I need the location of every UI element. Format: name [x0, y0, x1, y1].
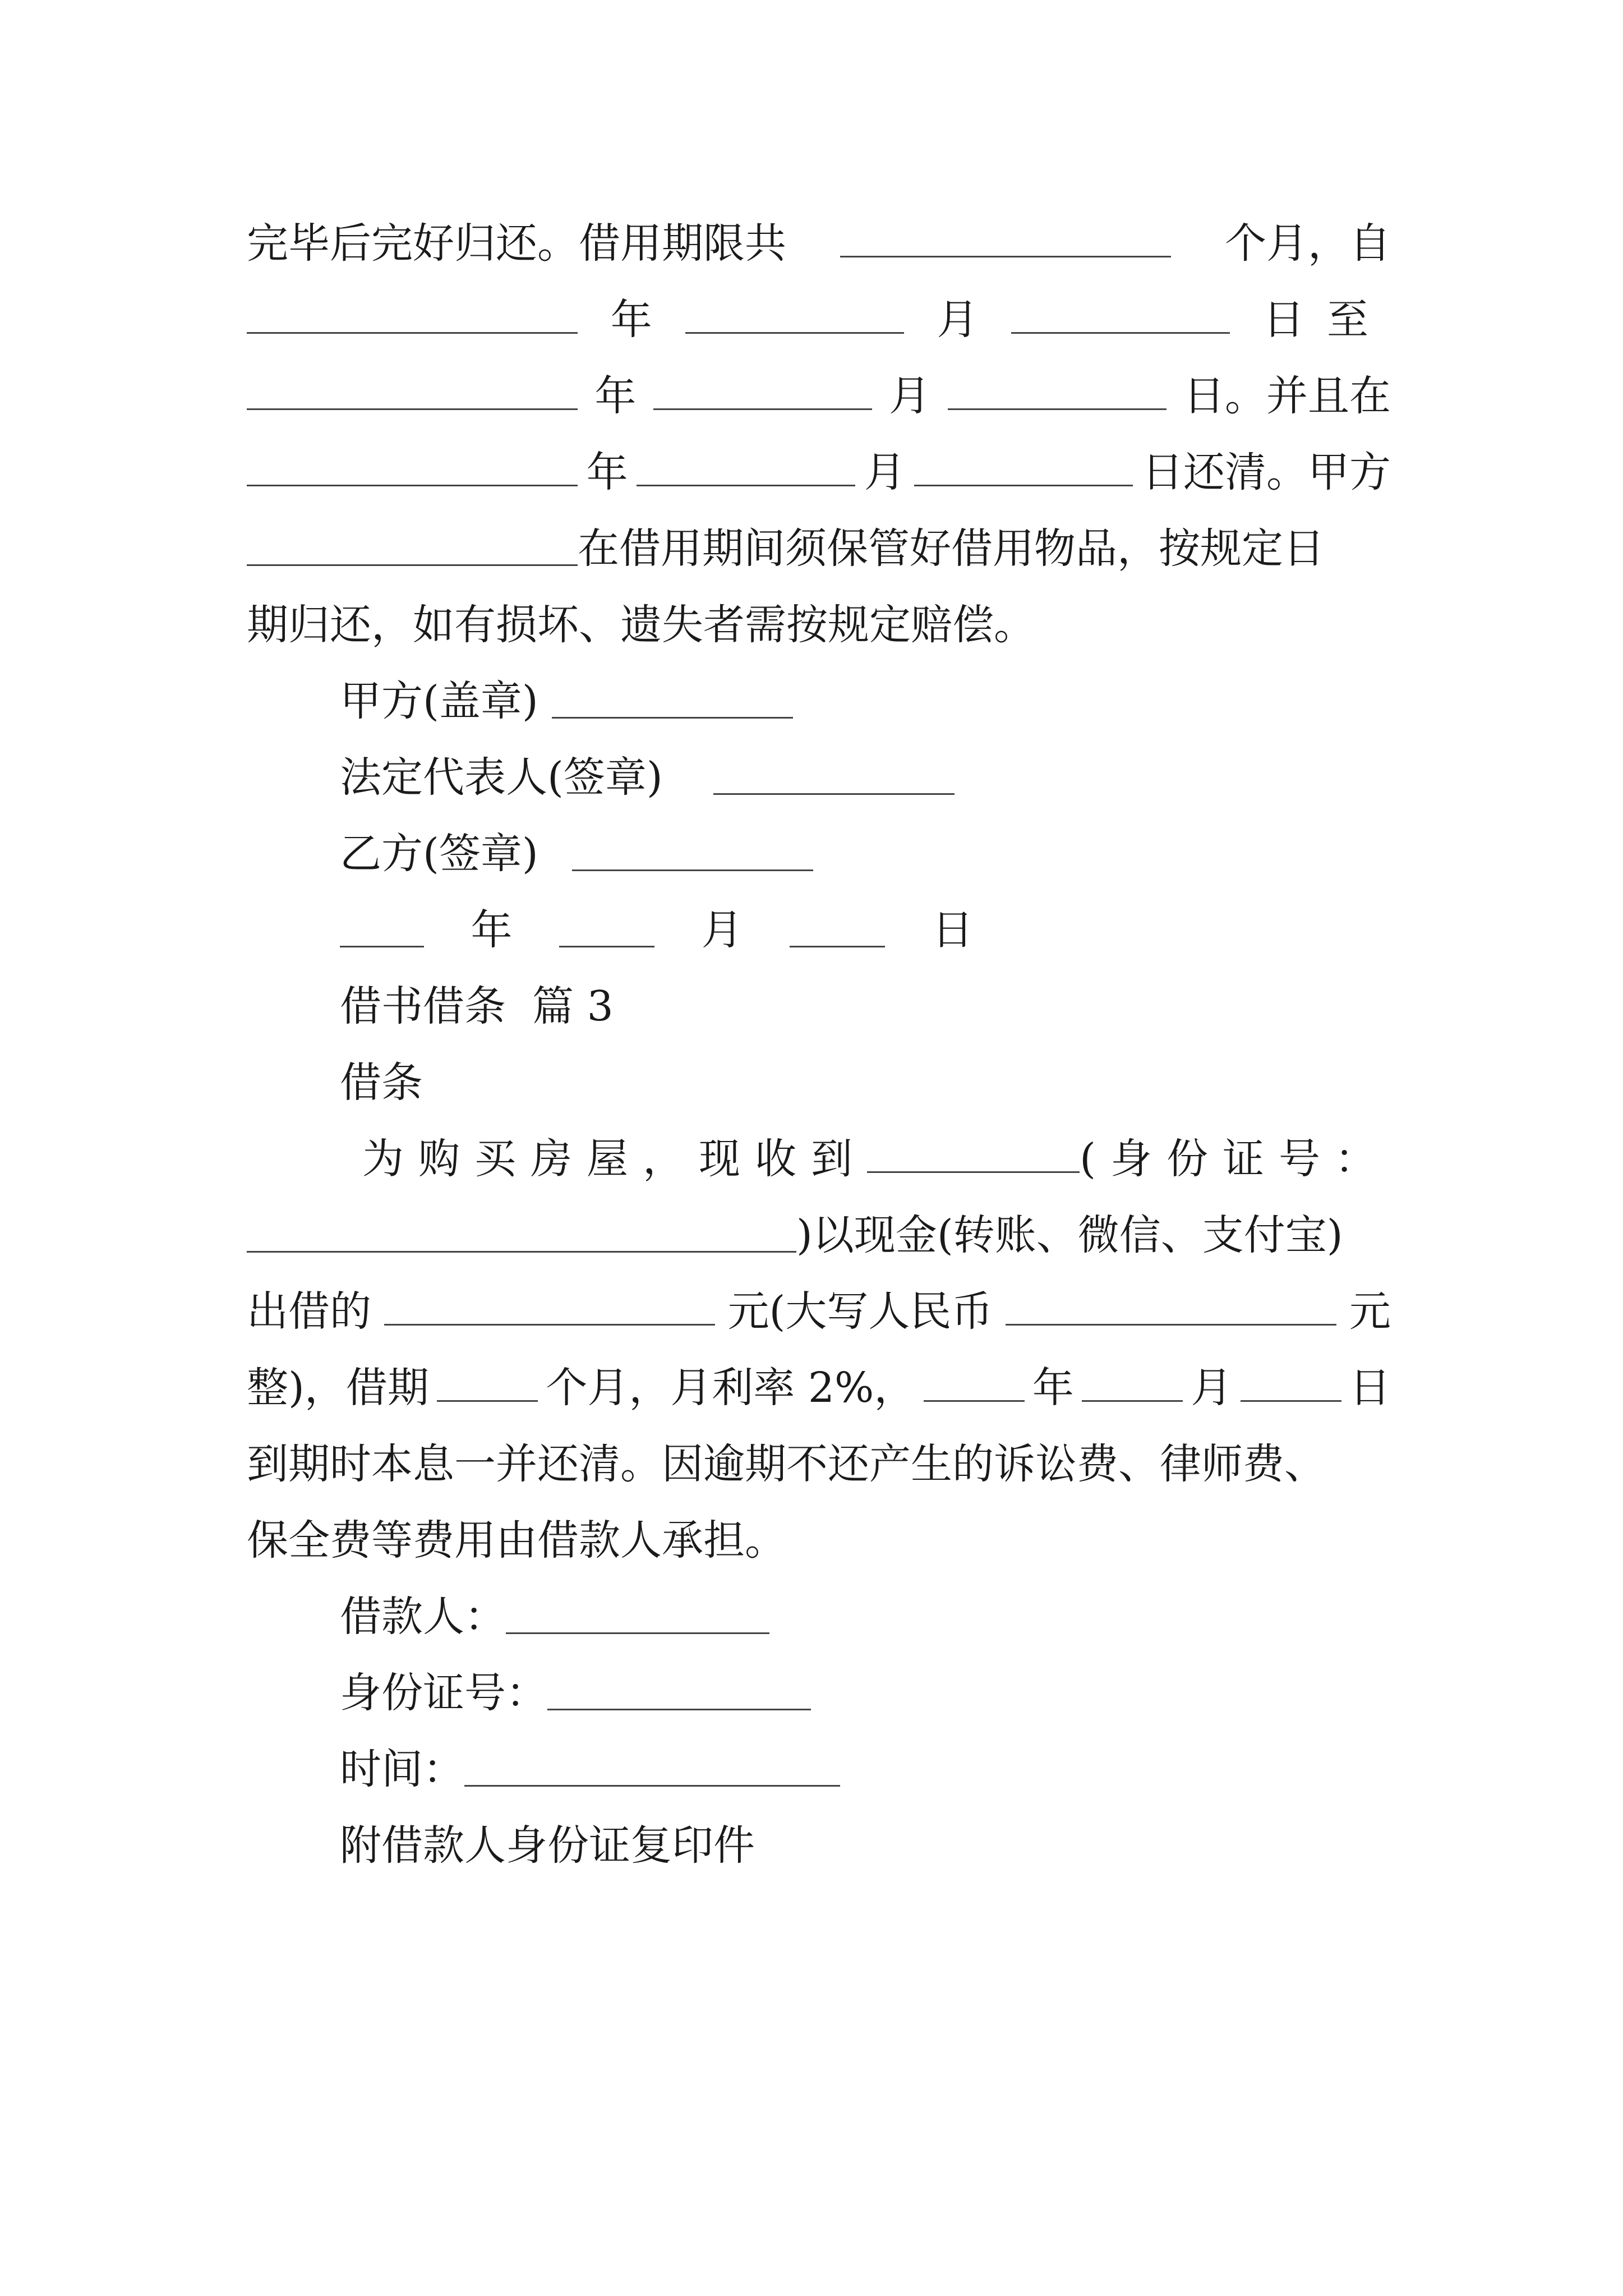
legal-rep-label: 法定代表人(签章): [340, 753, 663, 802]
id-number-label: 身份证号：: [340, 1669, 547, 1717]
text-segment: 年: [1032, 1364, 1074, 1412]
amount-uppercase-blank[interactable]: [1006, 1288, 1336, 1326]
party-a-signature-blank[interactable]: [552, 681, 793, 719]
text-line: [247, 1197, 1413, 1273]
text-line: [362, 1121, 1391, 1197]
text-segment: 月: [701, 906, 743, 954]
borrower-blank[interactable]: [506, 1596, 769, 1634]
section-heading-text: 借书借条 篇 3: [340, 982, 614, 1030]
text-segment: 年: [586, 448, 628, 496]
text-segment: 到期时本息一并还清。因逾期不还产生的诉讼费、律师费、: [247, 1440, 1326, 1488]
fill-blank[interactable]: [247, 296, 578, 334]
year-blank[interactable]: [924, 1364, 1025, 1402]
amount-blank[interactable]: [384, 1288, 715, 1326]
day-blank[interactable]: [790, 910, 885, 947]
text-segment: 月: [937, 296, 979, 344]
text-segment: 元(大写人民币: [727, 1287, 993, 1336]
text-segment: 期归还，如有损坏、遗失者需按规定赔偿。: [247, 601, 1035, 649]
text-segment: 日还清。甲方: [1141, 448, 1391, 496]
text-line: [247, 434, 1413, 510]
signature-line-party-b: [340, 816, 1506, 892]
party-a-label: 甲方(盖章): [340, 677, 538, 725]
time-label: 时间：: [340, 1745, 464, 1793]
text-segment: 完毕后完好归还。借用期限共: [247, 219, 786, 268]
fill-blank[interactable]: [653, 372, 872, 410]
fill-blank[interactable]: [247, 528, 578, 566]
text-line: [247, 358, 1413, 434]
attachment-line: [340, 1807, 1506, 1884]
text-segment: 出借的: [247, 1287, 371, 1336]
text-segment: )以现金(转账、微信、支付宝): [796, 1211, 1343, 1259]
legal-rep-signature-blank[interactable]: [713, 757, 955, 795]
borrower-label: 借款人：: [340, 1593, 506, 1641]
text-segment: 保全费等费用由借款人承担。: [247, 1516, 786, 1565]
fill-blank[interactable]: [247, 449, 578, 486]
text-segment: 元: [1349, 1287, 1391, 1336]
day-blank[interactable]: [1241, 1364, 1341, 1402]
fill-blank[interactable]: [1011, 296, 1230, 334]
borrower-line: [340, 1579, 1506, 1655]
signature-date-line: [340, 892, 1506, 968]
text-segment: 年: [610, 296, 652, 344]
signature-line-legal-rep: [340, 739, 1506, 816]
fill-blank[interactable]: [948, 372, 1166, 410]
section-subtitle: [340, 1045, 1506, 1121]
text-segment: 日至: [1262, 296, 1391, 344]
lender-name-blank[interactable]: [867, 1135, 1080, 1173]
fill-blank[interactable]: [840, 220, 1171, 257]
text-segment: 整)，借期: [247, 1364, 429, 1412]
text-segment: 个月，自: [1225, 219, 1391, 268]
text-segment: (身份证号：: [1080, 1135, 1391, 1183]
fill-blank[interactable]: [685, 296, 904, 334]
text-line: [247, 1502, 1413, 1579]
section-subtitle-text: 借条: [340, 1059, 423, 1107]
text-line: [247, 510, 1413, 587]
month-blank[interactable]: [1082, 1364, 1183, 1402]
text-segment: 为购买房屋，现收到: [362, 1135, 867, 1183]
text-line: [247, 1273, 1413, 1350]
text-segment: 日。并且在: [1183, 372, 1391, 420]
text-segment: 月: [1191, 1364, 1233, 1412]
text-segment: 在借用期间须保管好借用物品，按规定日: [578, 524, 1325, 573]
signature-line-party-a: [340, 663, 1506, 739]
fill-blank[interactable]: [247, 372, 578, 410]
month-blank[interactable]: [559, 910, 654, 947]
fill-blank[interactable]: [914, 449, 1133, 486]
id-number-blank[interactable]: [247, 1215, 796, 1253]
year-blank[interactable]: [340, 910, 424, 947]
fill-blank[interactable]: [637, 449, 855, 486]
id-number-line: [340, 1655, 1506, 1731]
time-blank[interactable]: [464, 1749, 840, 1787]
text-segment: 月: [889, 372, 931, 420]
text-line: [247, 1426, 1413, 1502]
text-line: [247, 282, 1413, 358]
time-line: [340, 1731, 1506, 1807]
text-segment: 日: [1349, 1364, 1391, 1412]
text-segment: 日: [932, 906, 974, 954]
attachment-text: 附借款人身份证复印件: [340, 1821, 755, 1870]
party-b-label: 乙方(签章): [340, 830, 538, 878]
section-heading: [340, 968, 1506, 1045]
text-segment: 年: [594, 372, 637, 420]
text-line: [247, 205, 1413, 282]
period-blank[interactable]: [437, 1364, 538, 1402]
text-segment: 月: [864, 448, 906, 496]
id-number-signature-blank[interactable]: [547, 1673, 811, 1710]
text-segment: 年: [471, 906, 513, 954]
party-b-signature-blank[interactable]: [572, 834, 813, 871]
text-segment: 个月，月利率 2%，: [546, 1364, 916, 1412]
text-line: [247, 587, 1413, 663]
text-line: [247, 1350, 1413, 1426]
